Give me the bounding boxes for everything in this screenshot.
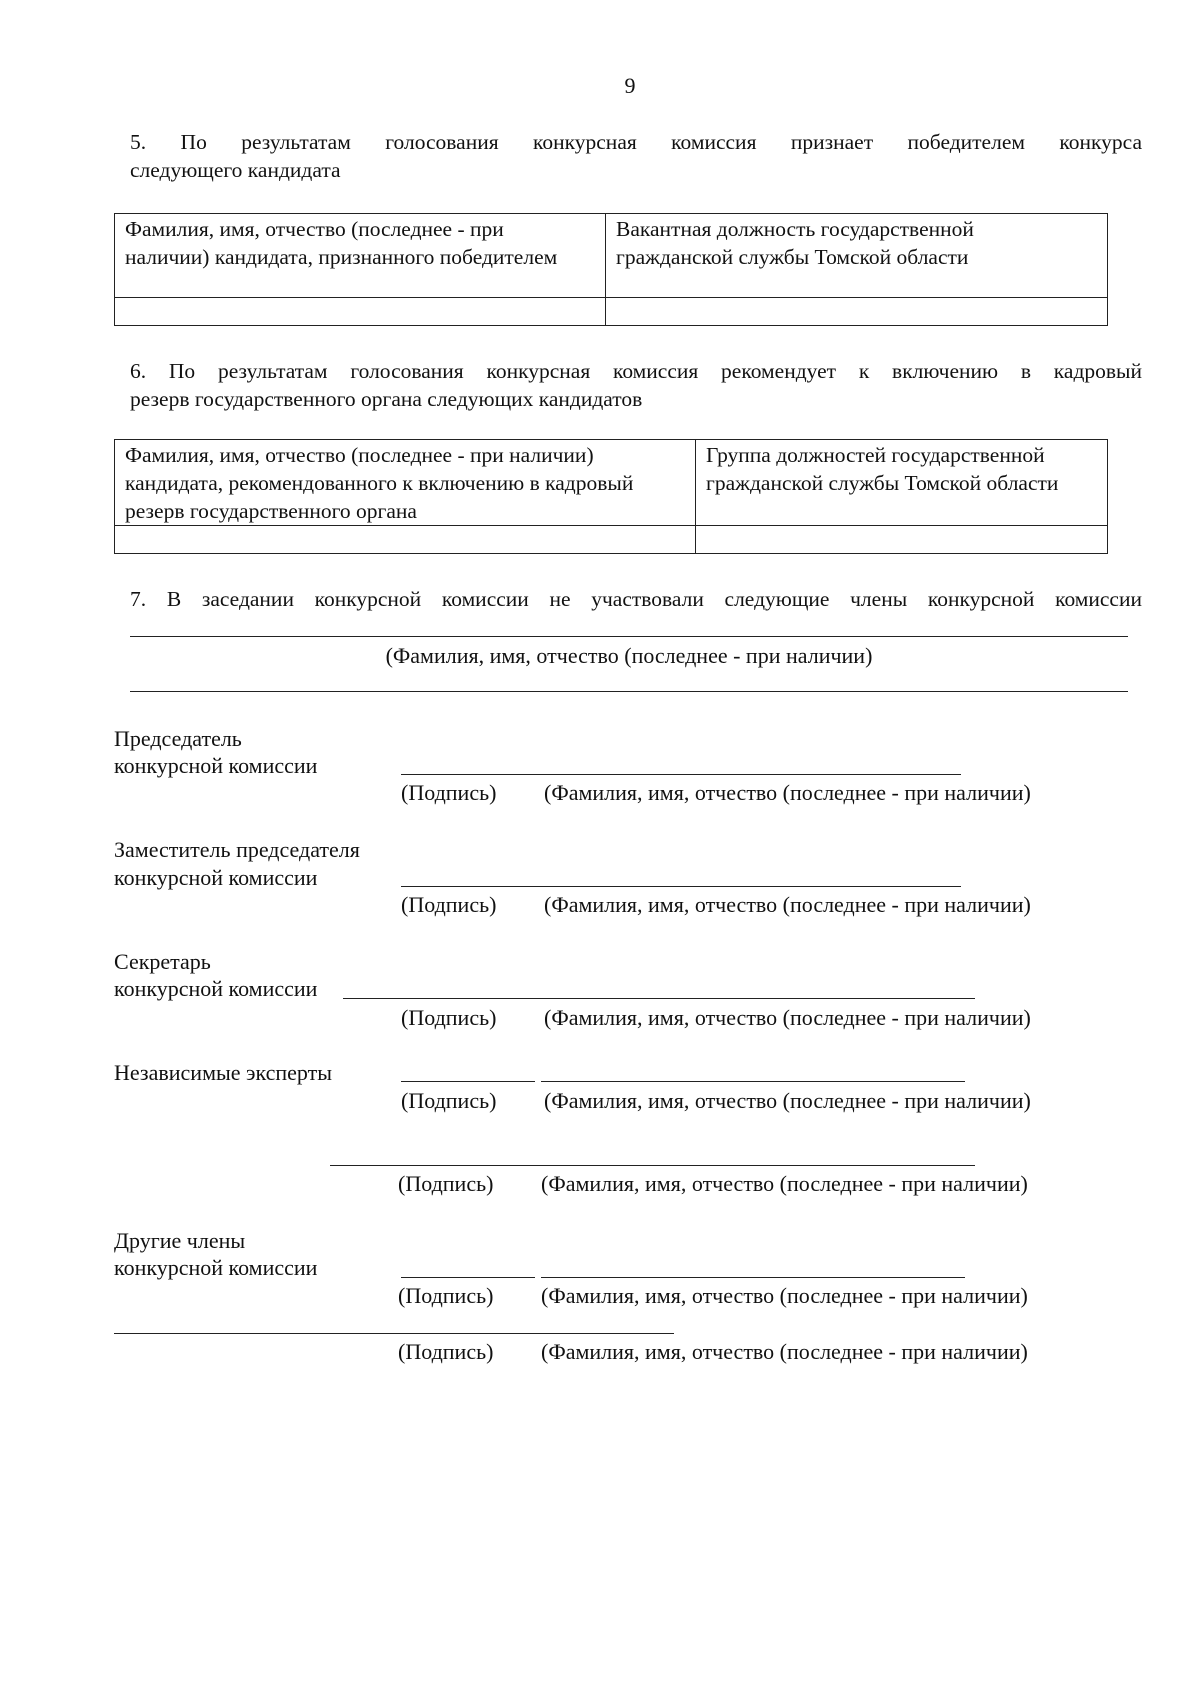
table-header-cell: Фамилия, имя, отчество (последнее - при наличии) кандидата, признанного победителем xyxy=(115,214,606,298)
secretary-label-2: конкурсной комиссии xyxy=(114,976,318,1001)
sign-caption: (Подпись) xyxy=(401,892,497,917)
fio-caption: (Фамилия, имя, отчество (последнее - при наличии) xyxy=(544,892,1031,917)
section7-line1: 7. В заседании конкурсной комиссии не участвовали следующие члены конкурсной комиссии xyxy=(130,587,1142,611)
fio-caption: (Фамилия, имя, отчество (последнее - при наличии) xyxy=(541,1339,1028,1364)
table-empty-cell[interactable] xyxy=(115,298,606,326)
section5-line2: следующего кандидата xyxy=(130,158,341,182)
table-row xyxy=(115,440,1108,526)
secretary-label-1: Секретарь xyxy=(114,949,211,974)
fio-caption: (Фамилия, имя, отчество (последнее - при наличии) xyxy=(544,1088,1031,1113)
secretary-signature-line[interactable] xyxy=(343,998,975,999)
others-label-2: конкурсной комиссии xyxy=(114,1255,318,1280)
page-number: 9 xyxy=(624,73,636,98)
fio-caption: (Фамилия, имя, отчество (последнее - при наличии) xyxy=(541,1283,1028,1308)
chair-signature-line[interactable] xyxy=(401,774,961,775)
table-empty-cell[interactable] xyxy=(606,298,1108,326)
expert1-sign-line[interactable] xyxy=(401,1081,535,1082)
reserve-table xyxy=(114,439,1108,554)
member1-sign-line[interactable] xyxy=(401,1277,535,1278)
member1-fio-line[interactable] xyxy=(541,1277,965,1278)
chair-label-2: конкурсной комиссии xyxy=(114,753,318,778)
table-header-cell: Вакантная должность государственной гражданской службы Томской области xyxy=(606,214,1108,298)
table-empty-cell[interactable] xyxy=(115,526,696,554)
experts-label: Независимые эксперты xyxy=(114,1060,333,1085)
section7-caption: (Фамилия, имя, отчество (последнее - при наличии) xyxy=(385,643,873,668)
expert2-signature-line[interactable] xyxy=(330,1165,975,1166)
table-row xyxy=(115,526,1108,554)
sign-caption: (Подпись) xyxy=(401,1088,497,1113)
fio-caption: (Фамилия, имя, отчество (последнее - при наличии) xyxy=(541,1171,1028,1196)
section5-line1: 5. По результатам голосования конкурсная комиссия признает победителем конкурса xyxy=(130,130,1142,154)
deputy-label-2: конкурсной комиссии xyxy=(114,865,318,890)
deputy-label-1: Заместитель председателя xyxy=(114,837,360,862)
section6-text xyxy=(130,357,1142,385)
fio-caption: (Фамилия, имя, отчество (последнее - при наличии) xyxy=(544,780,1031,805)
sign-caption: (Подпись) xyxy=(398,1283,494,1308)
others-label-1: Другие члены xyxy=(114,1228,246,1253)
chair-label-1: Председатель xyxy=(114,726,242,751)
deputy-signature-line[interactable] xyxy=(401,886,961,887)
winner-table xyxy=(114,213,1108,326)
table-header-cell: Фамилия, имя, отчество (последнее - при наличии) кандидата, рекомендованного к включению в кадровый резерв государственного органа xyxy=(115,440,696,526)
sign-caption: (Подпись) xyxy=(398,1339,494,1364)
table-row xyxy=(115,298,1108,326)
table-header-cell: Группа должностей государственной гражданской службы Томской области xyxy=(696,440,1108,526)
sign-caption: (Подпись) xyxy=(401,1005,497,1030)
table-empty-cell[interactable] xyxy=(696,526,1108,554)
absent-members-line[interactable] xyxy=(130,636,1128,637)
fio-caption: (Фамилия, имя, отчество (последнее - при наличии) xyxy=(544,1005,1031,1030)
member2-signature-line[interactable] xyxy=(114,1333,674,1334)
section6-line2: резерв государственного органа следующих кандидатов xyxy=(130,387,643,411)
section5-text xyxy=(130,128,1142,156)
table-row xyxy=(115,214,1108,298)
sign-caption: (Подпись) xyxy=(398,1171,494,1196)
expert1-fio-line[interactable] xyxy=(541,1081,965,1082)
sign-caption: (Подпись) xyxy=(401,780,497,805)
absent-members-line-2[interactable] xyxy=(130,691,1128,692)
section6-line1: 6. По результатам голосования конкурсная комиссия рекомендует к включению в кадровый xyxy=(130,359,1142,383)
